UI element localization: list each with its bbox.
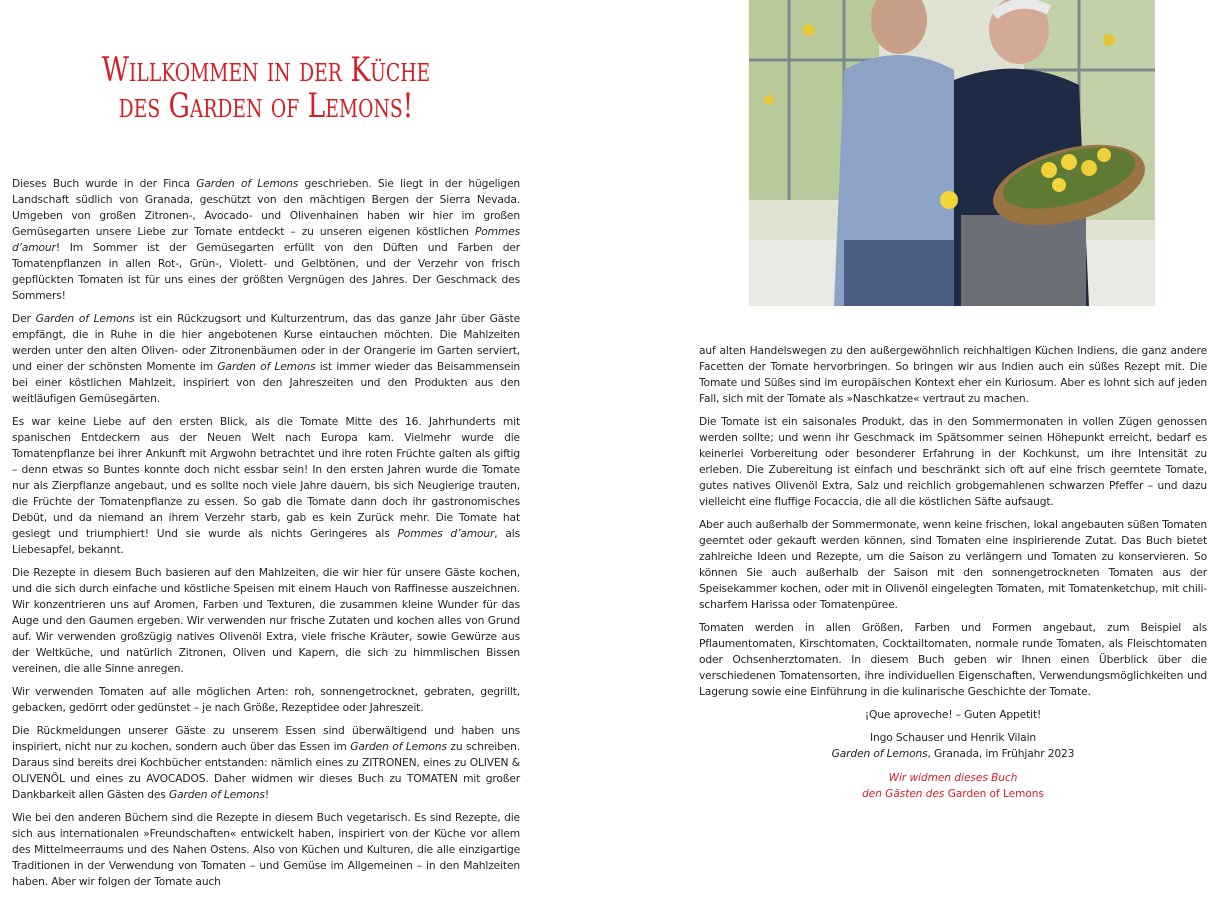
dedication-line-1: Wir widmen dieses Buch <box>888 772 1018 784</box>
right-page <box>620 0 1221 806</box>
authors: Ingo Schauser und Henrik Vilain <box>869 731 1037 744</box>
paragraph: Die Rezepte in diesem Buch basieren auf den Mahlzeiten, die wir hier für unsere Gäste kochen, und die sich durch einfache und köstliche Speisen mit einem Hauch von Raffinesse auszeichnen. Wir konzentrieren uns auf Aromen, Farben und Texturen, die zusammen kleine Wunder für das Auge und den Gaumen ergeben. Wir verwenden nur frische Zutaten und kochen alles von Grund auf. Wir verwenden großzügig natives Olivenöl Extra, viele frische Kräuter, sowie Gewürze aus der Weltküche, und natürlich Zitronen, Oliven und Kapern, die sich zu himmlischen Bissen vereinen, die alle Sinne anregen. <box>12 566 520 675</box>
paragraph: Dieses Buch wurde in der Finca Garden of Lemons geschrieben. Sie liegt in der hügeligen Landschaft südlich von Granada, geschützt von den mächtigen Bergen der Sierra Nevada. Umgeben von großen Zitronen-, Avocado- und Olivenhainen haben wir hier im großen Gemüsegarten unsere Liebe zur Tomate entdeckt – zu unseren eigenen köstlichen Pommes d’amour! Im Sommer ist der Gemüsegarten erfüllt von den Düften und Farben der Tomatenpflanzen in allen Rot-, Grün-, Violett- und Gelbtönen, und der Verzehr von frisch gepflückten Tomaten ist für uns eines der größten Vergnügen des Jahres. Der Geschmack des Sommers! <box>12 177 520 302</box>
paragraph: Tomaten werden in allen Größen, Farben und Formen angebaut, zum Beispiel als Pflaumentomaten, Kirschtomaten, Cocktailtomaten, normale runde Tomaten, als Fleischtomaten oder Ochsenherztomaten. In diesem Buch geben wir Ihnen einen Überblick über die verschiedenen Tomatensorten, ihre individuellen Eigenschaften, Verwendungsmöglichkeiten und Lagerung sowie eine Einführung in die kulinarische Geschichte der Tomate. <box>699 621 1207 698</box>
dedication-line-2-prefix: den Gästen des <box>862 788 948 800</box>
right-text-column <box>699 343 1207 762</box>
greeting: ¡Que aproveche! – Guten Appetit! <box>864 708 1042 721</box>
paragraph: Wie bei den anderen Büchern sind die Rezepte in diesem Buch vegetarisch. Es sind Rezepte, die sich aus internationalen »Freundschaften« entwickelt haben, inspiriert von der Küche vor allem des Mittelmeerraums und des Nahen Ostens. Also von Küchen und Kulturen, die alle einzigartige Traditionen in der Verwendung von Tomaten – und Gemüse im Allgemeinen – in den Mahlzeiten haben. Aber wir folgen der Tomate auch <box>12 811 520 888</box>
place-name: Garden of Lemons <box>831 747 928 760</box>
photo-two-men-with-lemon-basket <box>749 0 1155 306</box>
title-line-2: des Garden of Lemons! <box>118 86 414 126</box>
signature <box>699 730 1207 762</box>
paragraph: Es war keine Liebe auf den ersten Blick, als die Tomate Mitte des 16. Jahrhunderts mit spanischen Entdeckern aus der Neuen Welt nach Europa kam. Vielmehr wurde die Tomatenpflanze bei ihrer Ankunft mit Argwohn betrachtet und ihre roten Früchte galten als giftig – denn etwas so Buntes konnte doch nicht essbar sein! In den ersten Jahren wurde die Tomate nur als Zierpflanze angebaut, und es sollte noch viele Jahre dauern, bis sich Neugierige trauten, die Früchte der Tomatenpflanze zu essen. So gab die Tomate dann doch ihr gastronomisches Debüt, und da niemand an ihrem Verzehr starb, gab es kein Zurück mehr. Die Tomate hat gesiegt und triumphiert! Und sie wurde als nichts Geringeres als Pommes d’amour, als Liebesapfel, bekannt. <box>12 415 520 556</box>
place-date: , Granada, im Frühjahr 2023 <box>927 747 1075 760</box>
photo-illustration <box>749 0 1155 306</box>
paragraph: Die Tomate ist ein saisonales Produkt, das in den Sommermonaten in vollen Zügen genossen werden sollte; und wenn ihr Geschmack im Spätsommer seinen Höhepunkt erreicht, bedarf es keinerlei Vorbereitung oder besonderer Erfahrung in der Kochkunst, um ihre Intensität zu erleben. Die Zubereitung ist einfach und beschränkt sich oft auf eine frisch geerntete Tomate, gutes natives Olivenöl Extra, Salz und reichlich grobgemahlenen schwarzen Pfeffer – und dazu vielleicht eine fluffige Focaccia, die all die köstlichen Säfte aufsaugt. <box>699 415 1207 508</box>
page-title <box>59 52 474 124</box>
left-page <box>0 0 600 888</box>
paragraph: Die Rückmeldungen unserer Gäste zu unserem Essen sind überwältigend und haben uns inspiriert, nicht nur zu kochen, sondern auch über das Essen im Garden of Lemons zu schreiben. Daraus sind bereits drei Kochbücher entstanden: nämlich eines zu ZITRONEN, eines zu OLIVEN & OLIVENÖL und eines zu AVOCADOS. Daher widmen wir dieses Buch zu TOMATEN mit großer Dankbarkeit allen Gästen des Garden of Lemons! <box>12 724 521 801</box>
paragraph: Aber auch außerhalb der Sommermonate, wenn keine frischen, lokal angebauten süßen Tomaten geerntet oder gekauft werden können, sind Tomaten eine inspirierende Zutat. Das Buch bietet zahlreiche Ideen und Rezepte, um die Saison zu verlängern und Tomaten zu konservieren. So können Sie auch außerhalb der Saison mit den sonnengetrockneten Tomaten aus der Speisekammer kochen, oder mit in Olivenöl eingelegten Tomaten, mit Tomatenketchup, mit chili-scharfem Harissa oder Tomatenpüree. <box>699 518 1207 611</box>
dedication-line-2-name: Garden of Lemons <box>947 788 1044 800</box>
paragraph: auf alten Handelswegen zu den außergewöhnlich reichhaltigen Küchen Indiens, die ganz andere Facetten der Tomate hervorbringen. So bringen wir aus Indien auch ein süßes Rezept mit. Die Tomate und Süßes sind im europäischen Kontext eher ein Kuriosum. Aber es lohnt sich auf jeden Fall, sich mit der Tomate als »Naschkatze« vertraut zu machen. <box>699 344 1207 405</box>
paragraph: Wir verwenden Tomaten auf alle möglichen Arten: roh, sonnengetrocknet, gebraten, gegrillt, gebacken, gedörrt oder gedünstet – je nach Größe, Rezeptidee oder Jahreszeit. <box>12 685 520 714</box>
paragraph: Der Garden of Lemons ist ein Rückzugsort und Kulturzentrum, das das ganze Jahr über Gäste empfängt, die in Ruhe in die hier angebotenen Kurse eintauchen möchten. Die Mahlzeiten werden unter den alten Oliven- oder Zitronenbäumen oder in der Orangerie im Garten serviert, und einer der schönsten Momente im Garden of Lemons ist immer wieder das Beisammensein bei einer köstlichen Mahlzeit, inspiriert von den Jahreszeiten und den Produkten aus den weitläufigen Gemüsegärten. <box>12 312 521 405</box>
title-line-1: Willkommen in der Küche <box>101 50 431 90</box>
left-text-column <box>12 176 520 897</box>
dedication <box>699 770 1207 802</box>
